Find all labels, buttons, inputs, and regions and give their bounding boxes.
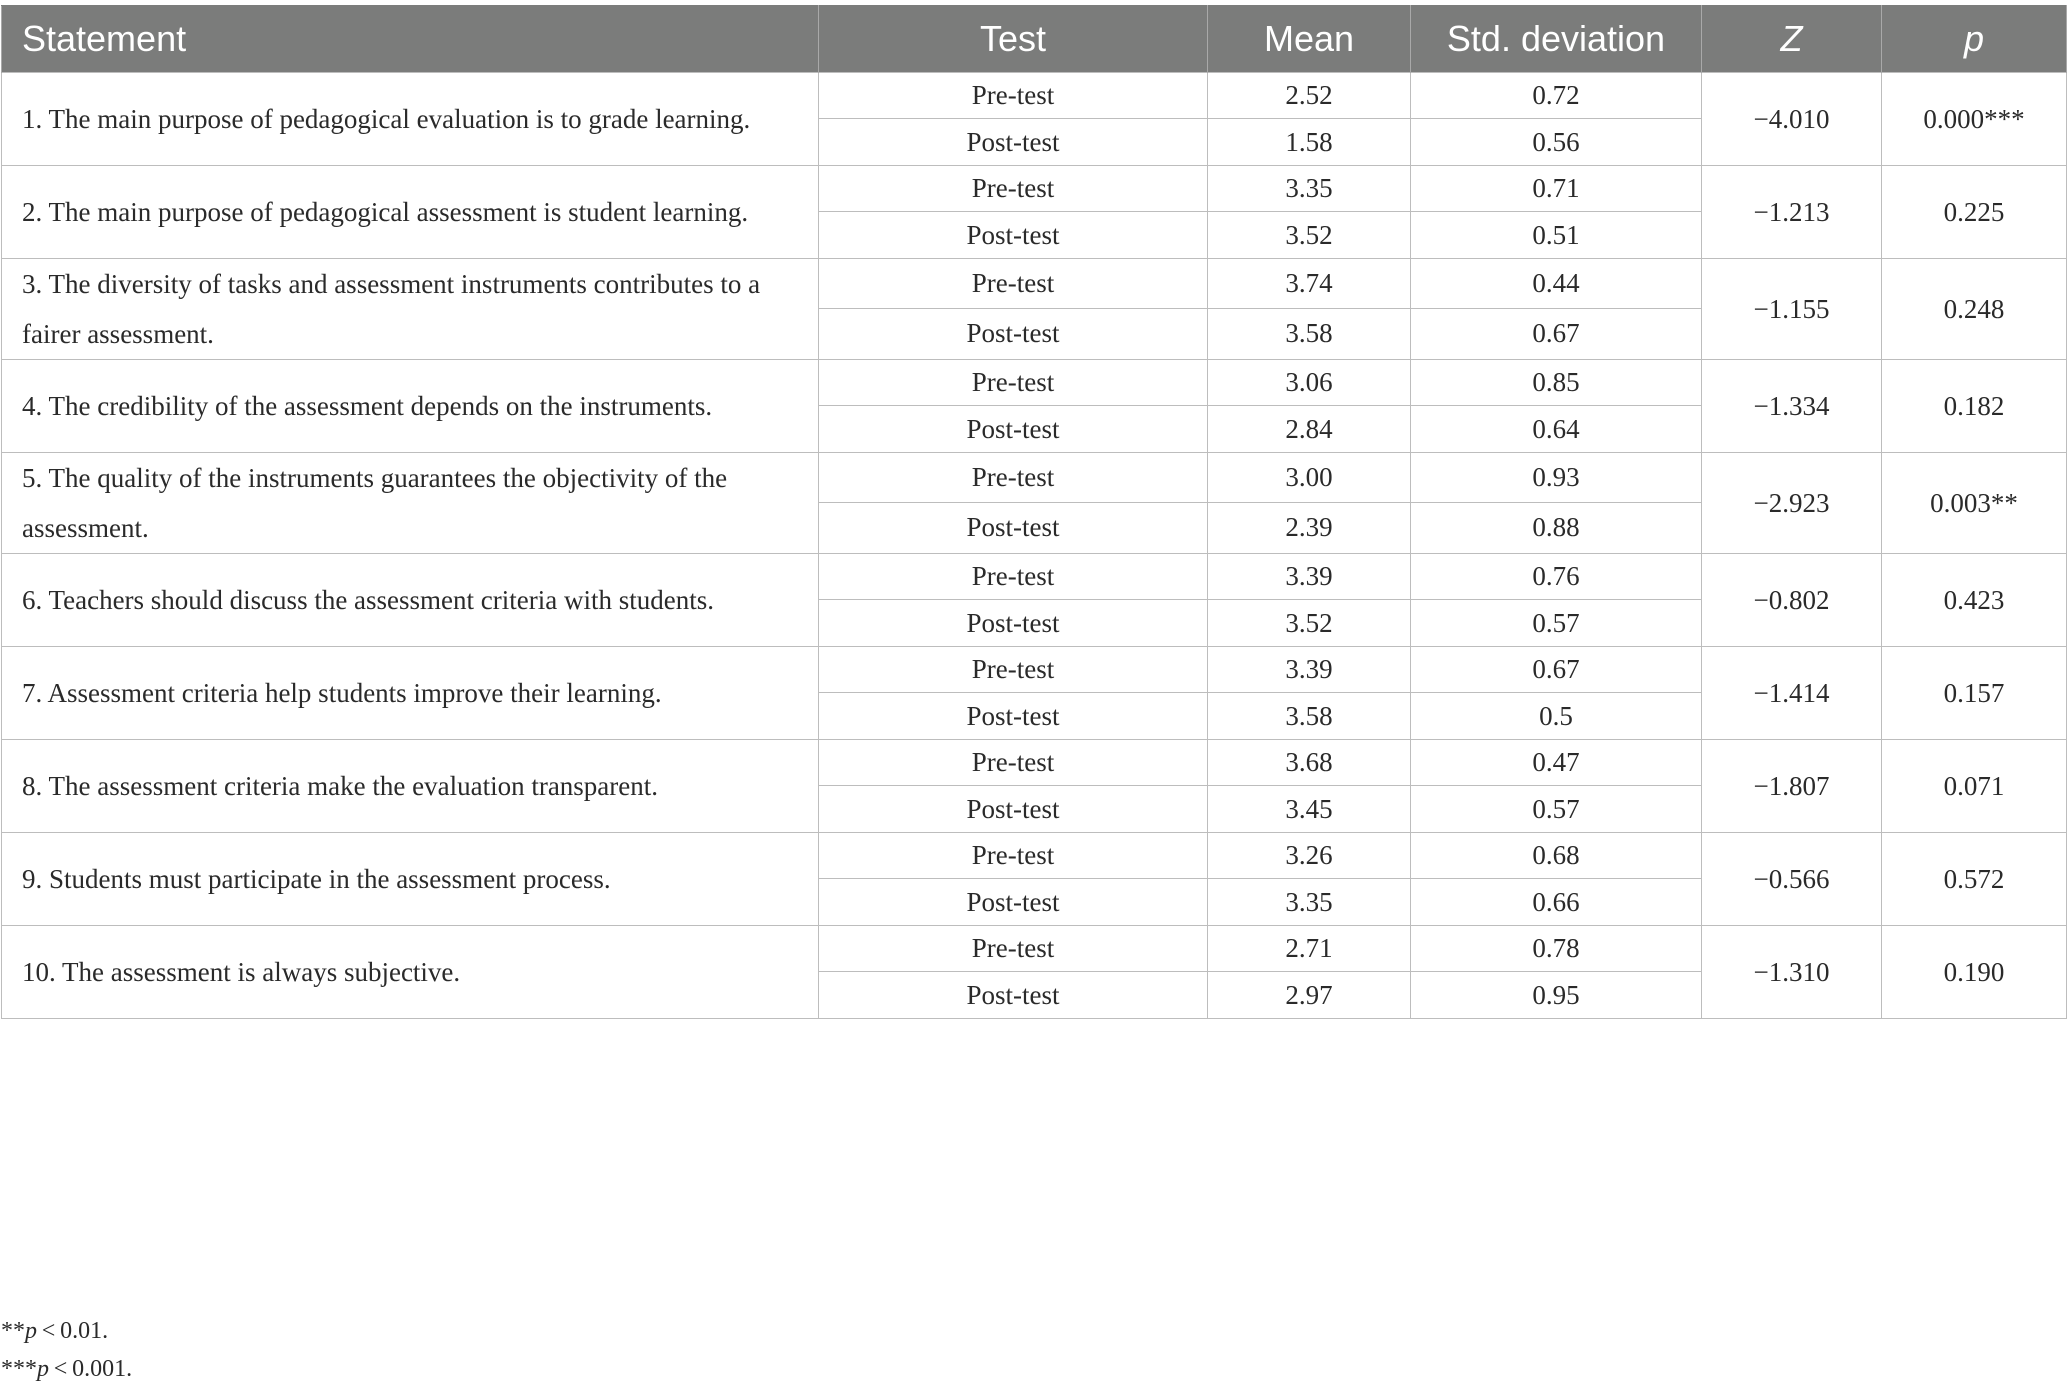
- p-cell: 0.423: [1882, 554, 2067, 647]
- sd-cell: 0.93: [1411, 453, 1702, 503]
- statement-cell: 8. The assessment criteria make the evaluation transparent.: [2, 740, 819, 833]
- p-cell: 0.572: [1882, 833, 2067, 926]
- footnote: [1, 1350, 132, 1388]
- test-cell: Pre-test: [819, 554, 1208, 600]
- header-row: [2, 6, 2067, 73]
- sd-cell: 0.72: [1411, 73, 1702, 119]
- header-std-deviation: Std. deviation: [1411, 6, 1702, 73]
- sd-cell: 0.47: [1411, 740, 1702, 786]
- p-cell: 0.190: [1882, 926, 2067, 1019]
- test-cell: Post-test: [819, 502, 1208, 553]
- header-mean: Mean: [1208, 6, 1411, 73]
- mean-cell: 3.06: [1208, 360, 1411, 406]
- sd-cell: 0.57: [1411, 786, 1702, 833]
- p-cell: 0.248: [1882, 259, 2067, 360]
- mean-cell: 3.52: [1208, 212, 1411, 259]
- z-cell: −1.213: [1702, 166, 1882, 259]
- p-cell: 0.000***: [1882, 73, 2067, 166]
- mean-cell: 3.52: [1208, 600, 1411, 647]
- table-row: [2, 833, 2067, 879]
- mean-cell: 3.45: [1208, 786, 1411, 833]
- table-body: [2, 73, 2067, 1019]
- mean-cell: 2.97: [1208, 972, 1411, 1019]
- test-cell: Pre-test: [819, 926, 1208, 972]
- footnotes: [1, 1312, 132, 1388]
- z-cell: −4.010: [1702, 73, 1882, 166]
- z-cell: −1.155: [1702, 259, 1882, 360]
- statement-cell: 9. Students must participate in the assessment process.: [2, 833, 819, 926]
- statement-cell: 10. The assessment is always subjective.: [2, 926, 819, 1019]
- p-cell: 0.157: [1882, 647, 2067, 740]
- statement-cell: 2. The main purpose of pedagogical assessment is student learning.: [2, 166, 819, 259]
- footnote-variable: p: [37, 1356, 49, 1382]
- test-cell: Pre-test: [819, 259, 1208, 309]
- mean-cell: 2.71: [1208, 926, 1411, 972]
- mean-cell: 3.68: [1208, 740, 1411, 786]
- statement-cell: 3. The diversity of tasks and assessment instruments contributes to a fairer assessment.: [2, 259, 819, 360]
- footnote-marker: **: [1, 1318, 25, 1344]
- mean-cell: 3.39: [1208, 554, 1411, 600]
- test-cell: Pre-test: [819, 833, 1208, 879]
- sd-cell: 0.88: [1411, 502, 1702, 553]
- test-cell: Post-test: [819, 212, 1208, 259]
- sd-cell: 0.68: [1411, 833, 1702, 879]
- statement-cell: 6. Teachers should discuss the assessment criteria with students.: [2, 554, 819, 647]
- sd-cell: 0.67: [1411, 308, 1702, 359]
- footnote-text: < 0.01.: [37, 1318, 109, 1344]
- footnote-text: < 0.001.: [49, 1356, 133, 1382]
- test-cell: Post-test: [819, 119, 1208, 166]
- sd-cell: 0.71: [1411, 166, 1702, 212]
- header-z: Z: [1702, 6, 1882, 73]
- mean-cell: 3.39: [1208, 647, 1411, 693]
- test-cell: Post-test: [819, 406, 1208, 453]
- table-row: [2, 554, 2067, 600]
- table-row: [2, 926, 2067, 972]
- p-cell: 0.182: [1882, 360, 2067, 453]
- table-row: [2, 740, 2067, 786]
- sd-cell: 0.5: [1411, 693, 1702, 740]
- p-cell: 0.003**: [1882, 453, 2067, 554]
- footnote-marker: ***: [1, 1356, 37, 1382]
- footnote: [1, 1312, 132, 1350]
- table-row: [2, 259, 2067, 309]
- test-cell: Post-test: [819, 786, 1208, 833]
- mean-cell: 3.35: [1208, 166, 1411, 212]
- p-cell: 0.071: [1882, 740, 2067, 833]
- mean-cell: 2.52: [1208, 73, 1411, 119]
- mean-cell: 3.58: [1208, 308, 1411, 359]
- mean-cell: 2.84: [1208, 406, 1411, 453]
- table-row: [2, 73, 2067, 119]
- mean-cell: 3.00: [1208, 453, 1411, 503]
- sd-cell: 0.56: [1411, 119, 1702, 166]
- test-cell: Pre-test: [819, 740, 1208, 786]
- test-cell: Pre-test: [819, 73, 1208, 119]
- z-cell: −0.566: [1702, 833, 1882, 926]
- results-table: [1, 5, 2067, 1019]
- z-cell: −2.923: [1702, 453, 1882, 554]
- mean-cell: 1.58: [1208, 119, 1411, 166]
- z-cell: −1.414: [1702, 647, 1882, 740]
- z-cell: −1.334: [1702, 360, 1882, 453]
- test-cell: Pre-test: [819, 166, 1208, 212]
- table-row: [2, 647, 2067, 693]
- header-p: p: [1882, 6, 2067, 73]
- sd-cell: 0.78: [1411, 926, 1702, 972]
- test-cell: Post-test: [819, 972, 1208, 1019]
- mean-cell: 3.74: [1208, 259, 1411, 309]
- test-cell: Post-test: [819, 879, 1208, 926]
- sd-cell: 0.44: [1411, 259, 1702, 309]
- mean-cell: 3.58: [1208, 693, 1411, 740]
- sd-cell: 0.76: [1411, 554, 1702, 600]
- test-cell: Post-test: [819, 308, 1208, 359]
- z-cell: −1.310: [1702, 926, 1882, 1019]
- statement-cell: 5. The quality of the instruments guarantees the objectivity of the assessment.: [2, 453, 819, 554]
- mean-cell: 3.35: [1208, 879, 1411, 926]
- test-cell: Post-test: [819, 693, 1208, 740]
- sd-cell: 0.64: [1411, 406, 1702, 453]
- test-cell: Post-test: [819, 600, 1208, 647]
- test-cell: Pre-test: [819, 453, 1208, 503]
- footnote-variable: p: [25, 1318, 37, 1344]
- statement-cell: 4. The credibility of the assessment depends on the instruments.: [2, 360, 819, 453]
- header-statement: Statement: [2, 6, 819, 73]
- sd-cell: 0.66: [1411, 879, 1702, 926]
- z-cell: −0.802: [1702, 554, 1882, 647]
- table-row: [2, 360, 2067, 406]
- mean-cell: 3.26: [1208, 833, 1411, 879]
- sd-cell: 0.85: [1411, 360, 1702, 406]
- header-test: Test: [819, 6, 1208, 73]
- statement-cell: 7. Assessment criteria help students improve their learning.: [2, 647, 819, 740]
- results-table-container: [1, 5, 2066, 1019]
- table-row: [2, 453, 2067, 503]
- sd-cell: 0.95: [1411, 972, 1702, 1019]
- sd-cell: 0.51: [1411, 212, 1702, 259]
- mean-cell: 2.39: [1208, 502, 1411, 553]
- test-cell: Pre-test: [819, 360, 1208, 406]
- test-cell: Pre-test: [819, 647, 1208, 693]
- z-cell: −1.807: [1702, 740, 1882, 833]
- sd-cell: 0.57: [1411, 600, 1702, 647]
- table-row: [2, 166, 2067, 212]
- statement-cell: 1. The main purpose of pedagogical evaluation is to grade learning.: [2, 73, 819, 166]
- sd-cell: 0.67: [1411, 647, 1702, 693]
- p-cell: 0.225: [1882, 166, 2067, 259]
